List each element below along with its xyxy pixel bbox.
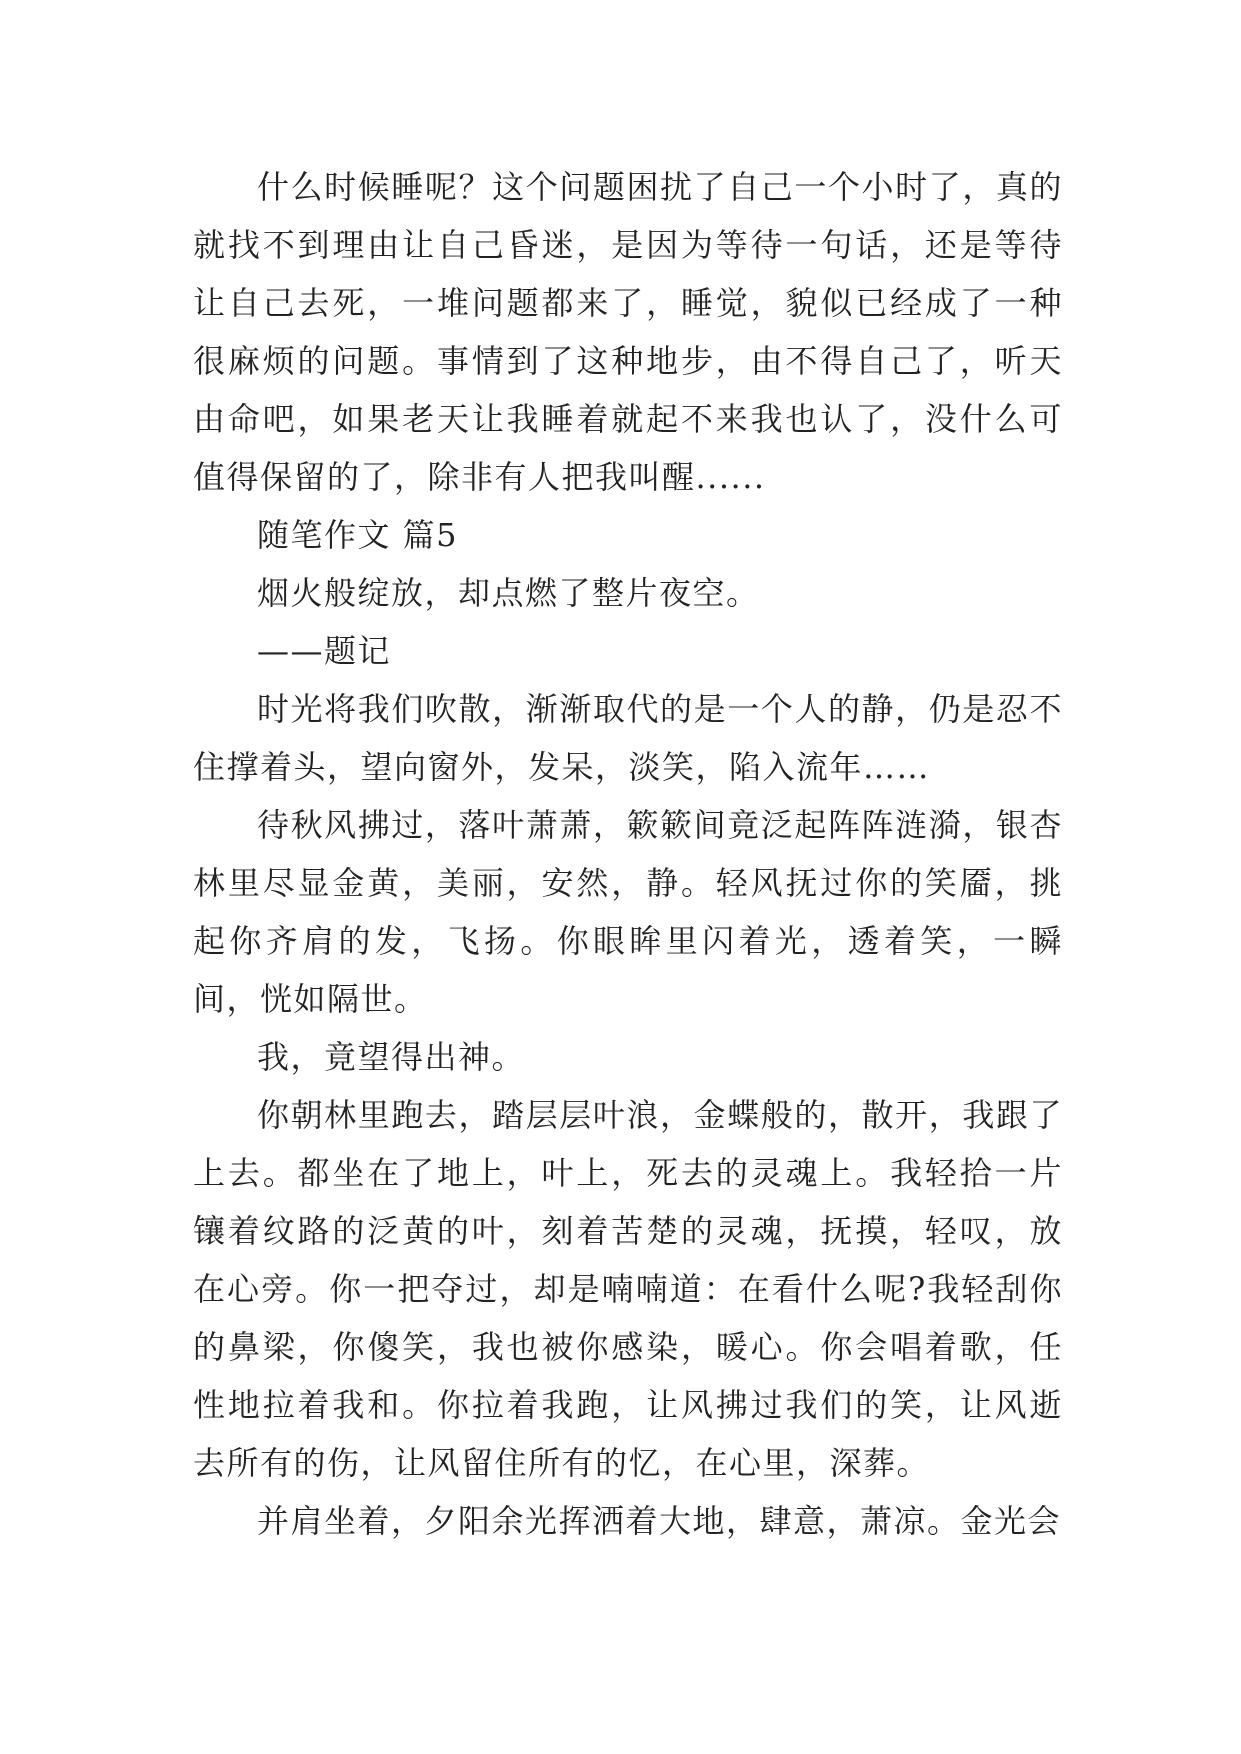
paragraph-5: 你朝林里跑去，踏层层叶浪，金蝶般的，散开，我跟了上去。都坐在了地上，叶上，死去的灵魂上。我轻拾一片镶着纹路的泛黄的叶，刻着苦楚的灵魂，抚摸，轻叹，放在心旁。你一把夺过，却是喃喃道：在看什么呢?我轻刮你的鼻梁，你傻笑，我也被你感染，暖心。你会唱着歌，任性地拉着我和。你拉着我跑，让风拂过我们的笑，让风逝去所有的伤，让风留住所有的忆，在心里，深葬。 — [193, 1096, 1063, 1482]
paragraph-6: 并肩坐着，夕阳余光挥洒着大地，肆意，萧凉。金光会 — [257, 1502, 1062, 1540]
paragraph-1: 什么时候睡呢？这个问题困扰了自己一个小时了，真的就找不到理由让自己昏迷，是因为等待一句话，还是等待让自己去死，一堆问题都来了，睡觉，貌似已经成了一种很麻烦的问题。事情到了这种地步，由不得自己了，听天由命吧，如果老天让我睡着就起不来我也认了，没什么可值得保留的了，除非有人把我叫醒...... — [193, 168, 1063, 496]
paragraph-2: 时光将我们吹散，渐渐取代的是一个人的静，仍是忍不住撑着头，望向窗外，发呆，淡笑，陷入流年…… — [193, 690, 1063, 786]
epigraph: 烟火般绽放，却点燃了整片夜空。 — [257, 574, 760, 612]
article-body — [193, 158, 1063, 1550]
section-heading: 随笔作文 篇5 — [257, 516, 459, 554]
paragraph-3: 待秋风拂过，落叶萧萧，簌簌间竟泛起阵阵涟漪，银杏林里尽显金黄，美丽，安然，静。轻风抚过你的笑靥，挑起你齐肩的发，飞扬。你眼眸里闪着光，透着笑，一瞬间，恍如隔世。 — [193, 806, 1063, 1018]
paragraph-4: 我，竟望得出神。 — [257, 1038, 526, 1076]
epigraph-attribution: ——题记 — [257, 632, 392, 670]
